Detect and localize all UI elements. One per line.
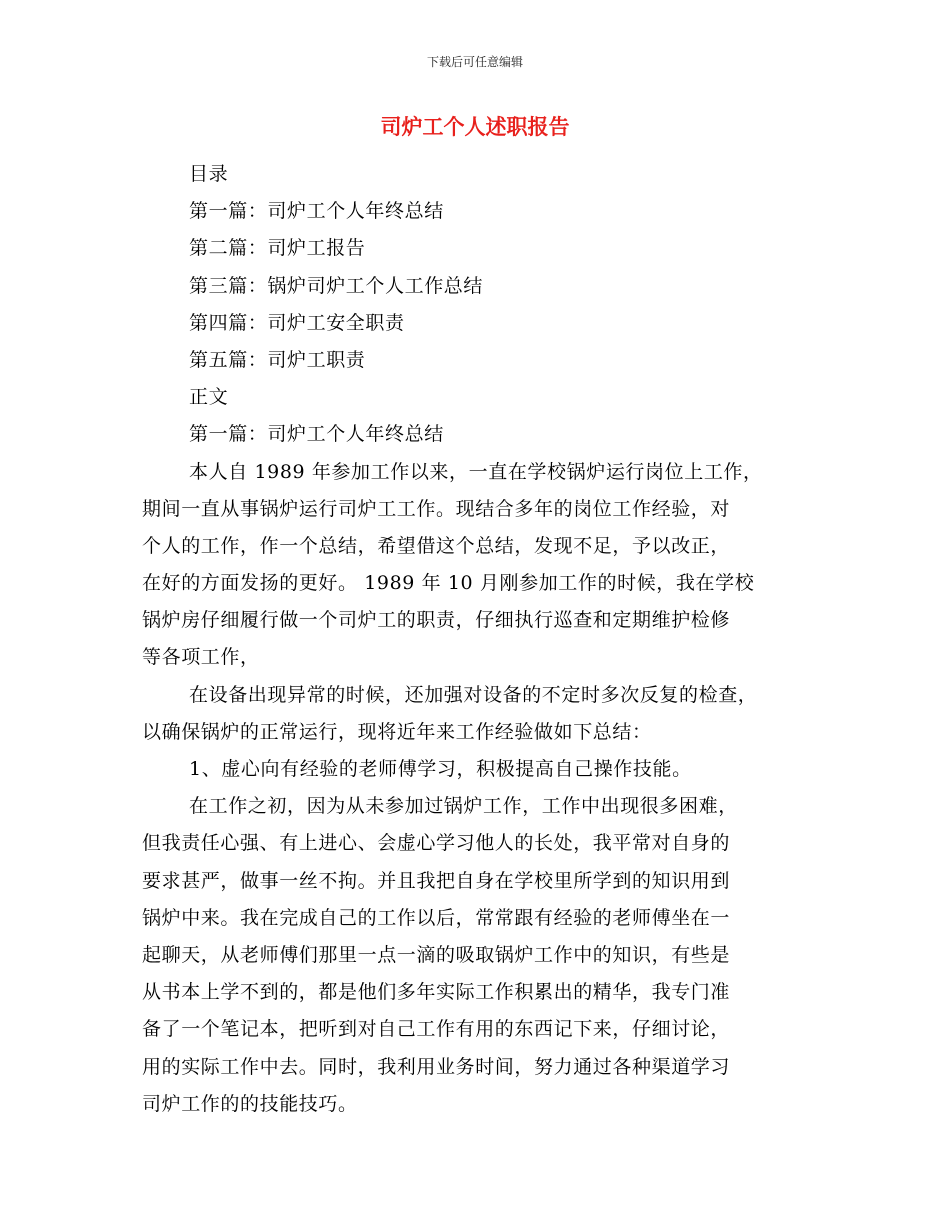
paragraph-line: 要求甚严，做事一丝不拘。并且我把自身在学校里所学到的知识用到 bbox=[142, 869, 731, 892]
paragraph-line: 但我责任心强、有上进心、会虚心学习他人的长处，我平常对自身的 bbox=[142, 832, 731, 855]
body-heading: 正文 bbox=[189, 386, 229, 409]
toc-item-2: 第二篇：司炉工报告 bbox=[189, 237, 366, 260]
paragraph-3 bbox=[142, 751, 814, 788]
paragraph-1 bbox=[142, 454, 814, 677]
paragraph-line: 从书本上学不到的，都是他们多年实际工作积累出的精华，我专门准 bbox=[142, 981, 731, 1004]
document-title: 司炉工个人述职报告 bbox=[380, 115, 570, 139]
paragraph-line: 锅炉房仔细履行做一个司炉工的职责，仔细执行巡查和定期维护检修 bbox=[142, 609, 731, 632]
paragraph-line: 1、虚心向有经验的老师傅学习，积极提高自己操作技能。 bbox=[189, 758, 692, 780]
paragraph-line: 在设备出现异常的时候，还加强对设备的不定时多次反复的检查， bbox=[189, 683, 758, 706]
section-heading: 第一篇：司炉工个人年终总结 bbox=[189, 423, 444, 446]
paragraph-line: 等各项工作， bbox=[142, 646, 260, 669]
paragraph-2 bbox=[142, 677, 814, 751]
paragraph-line: 起聊天，从老师傅们那里一点一滴的吸取锅炉工作中的知识，有些是 bbox=[142, 943, 731, 966]
paragraph-line: 期间一直从事锅炉运行司炉工工作。现结合多年的岗位工作经验，对 bbox=[142, 497, 731, 520]
paragraph-line: 锅炉中来。我在完成自己的工作以后，常常跟有经验的老师傅坐在一 bbox=[142, 906, 731, 929]
paragraph-line: 在好的方面发扬的更好。 1989 年 10 月刚参加工作的时候，我在学校 bbox=[142, 572, 755, 595]
paragraph-4 bbox=[142, 788, 814, 1123]
header-note: 下载后可任意编辑 bbox=[426, 55, 523, 69]
toc-item-3: 第三篇：锅炉司炉工个人工作总结 bbox=[189, 274, 484, 297]
paragraph-line: 备了一个笔记本，把听到对自己工作有用的东西记下来，仔细讨论， bbox=[142, 1018, 731, 1041]
paragraph-line: 以确保锅炉的正常运行，现将近年来工作经验做如下总结： bbox=[142, 720, 652, 743]
paragraph-line: 本人自 1989 年参加工作以来，一直在学校锅炉运行岗位上工作， bbox=[189, 460, 763, 483]
toc-item-1: 第一篇：司炉工个人年终总结 bbox=[189, 200, 444, 223]
paragraph-line: 在工作之初，因为从未参加过锅炉工作，工作中出现很多困难， bbox=[189, 795, 738, 818]
toc-heading: 目录 bbox=[189, 163, 229, 185]
toc-item-5: 第五篇：司炉工职责 bbox=[189, 348, 366, 371]
paragraph-line: 司炉工作的的技能技巧。 bbox=[142, 1092, 358, 1115]
toc-item-4: 第四篇：司炉工安全职责 bbox=[189, 311, 405, 334]
paragraph-line: 个人的工作，作一个总结，希望借这个总结，发现不足，予以改正， bbox=[142, 534, 731, 557]
document-body bbox=[142, 156, 814, 1123]
paragraph-line: 用的实际工作中去。同时，我利用业务时间，努力通过各种渠道学习 bbox=[142, 1055, 731, 1078]
